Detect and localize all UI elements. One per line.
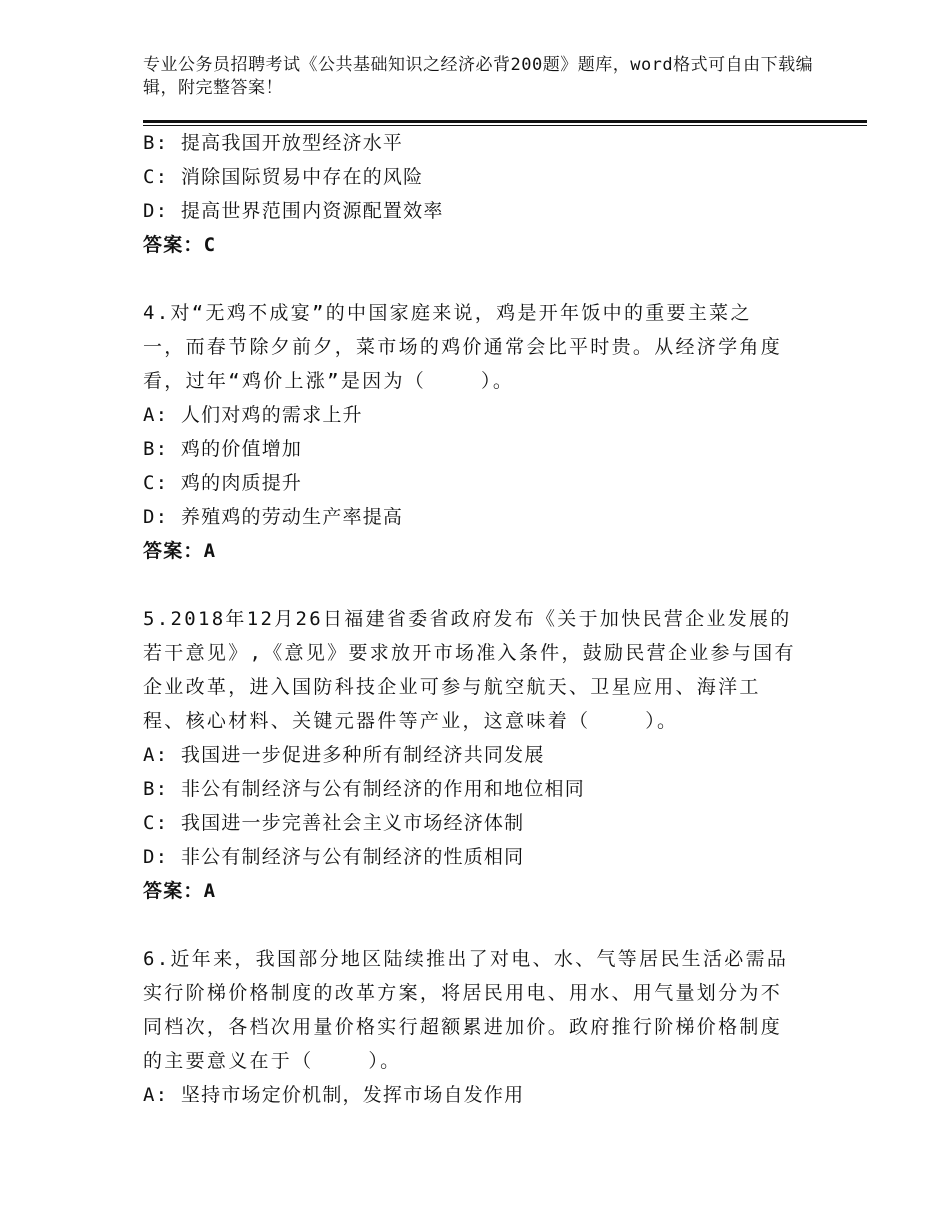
option-b: B: 鸡的价值增加: [143, 438, 303, 460]
option-a: A: 我国进一步促进多种所有制经济共同发展: [143, 744, 545, 766]
question-content: [143, 126, 808, 1112]
option-b: B: 非公有制经济与公有制经济的作用和地位相同: [143, 778, 585, 800]
question-stem-line: 同档次，各档次用量价格实行超额累进加价。政府推行阶梯价格制度: [143, 1016, 783, 1038]
option-b: B: 提高我国开放型经济水平: [143, 132, 404, 154]
question-stem-line: 一，而春节除夕前夕，菜市场的鸡价通常会比平时贵。从经济学角度: [143, 336, 783, 358]
question-stem-line: 6.近年来，我国部分地区陆续推出了对电、水、气等居民生活必需品: [143, 948, 789, 970]
question-stem-line: 4.对“无鸡不成宴”的中国家庭来说，鸡是开年饭中的重要主菜之: [143, 302, 752, 324]
option-c: C: 我国进一步完善社会主义市场经济体制: [143, 812, 525, 834]
question-5: [143, 602, 808, 908]
answer: 答案：A: [143, 880, 217, 902]
question-stem-line: 实行阶梯价格制度的改革方案，将居民用电、用水、用气量划分为不: [143, 982, 783, 1004]
option-d: D: 非公有制经济与公有制经济的性质相同: [143, 846, 525, 868]
question-stem-line: 程、核心材料、关键元器件等产业，这意味着（ ）。: [143, 710, 679, 732]
page-header: [143, 54, 823, 100]
option-d: D: 养殖鸡的劳动生产率提高: [143, 506, 404, 528]
option-d: D: 提高世界范围内资源配置效率: [143, 200, 444, 222]
option-c: C: 消除国际贸易中存在的风险: [143, 166, 424, 188]
question-6: [143, 942, 808, 1112]
question-3-fragment: [143, 126, 808, 262]
answer: 答案：C: [143, 234, 217, 256]
option-c: C: 鸡的肉质提升: [143, 472, 303, 494]
question-stem-line: 企业改革，进入国防科技企业可参与航空航天、卫星应用、海洋工: [143, 676, 761, 698]
question-stem-line: 5.2018年12月26日福建省委省政府发布《关于加快民营企业发展的: [143, 608, 792, 630]
option-a: A: 人们对鸡的需求上升: [143, 404, 363, 426]
answer: 答案：A: [143, 540, 217, 562]
question-4: [143, 296, 808, 568]
question-stem-line: 若干意见》,《意见》要求放开市场准入条件，鼓励民营企业参与国有: [143, 642, 796, 664]
option-a: A: 坚持市场定价机制，发挥市场自发作用: [143, 1084, 525, 1106]
question-stem-line: 的主要意义在于（ ）。: [143, 1050, 402, 1072]
header-title: 专业公务员招聘考试《公共基础知识之经济必背200题》题库，word格式可自由下载编辑，附完整答案！: [143, 55, 814, 98]
question-stem-line: 看，过年“鸡价上涨”是因为（ ）。: [143, 370, 515, 392]
header-rule-thick: [143, 120, 867, 123]
